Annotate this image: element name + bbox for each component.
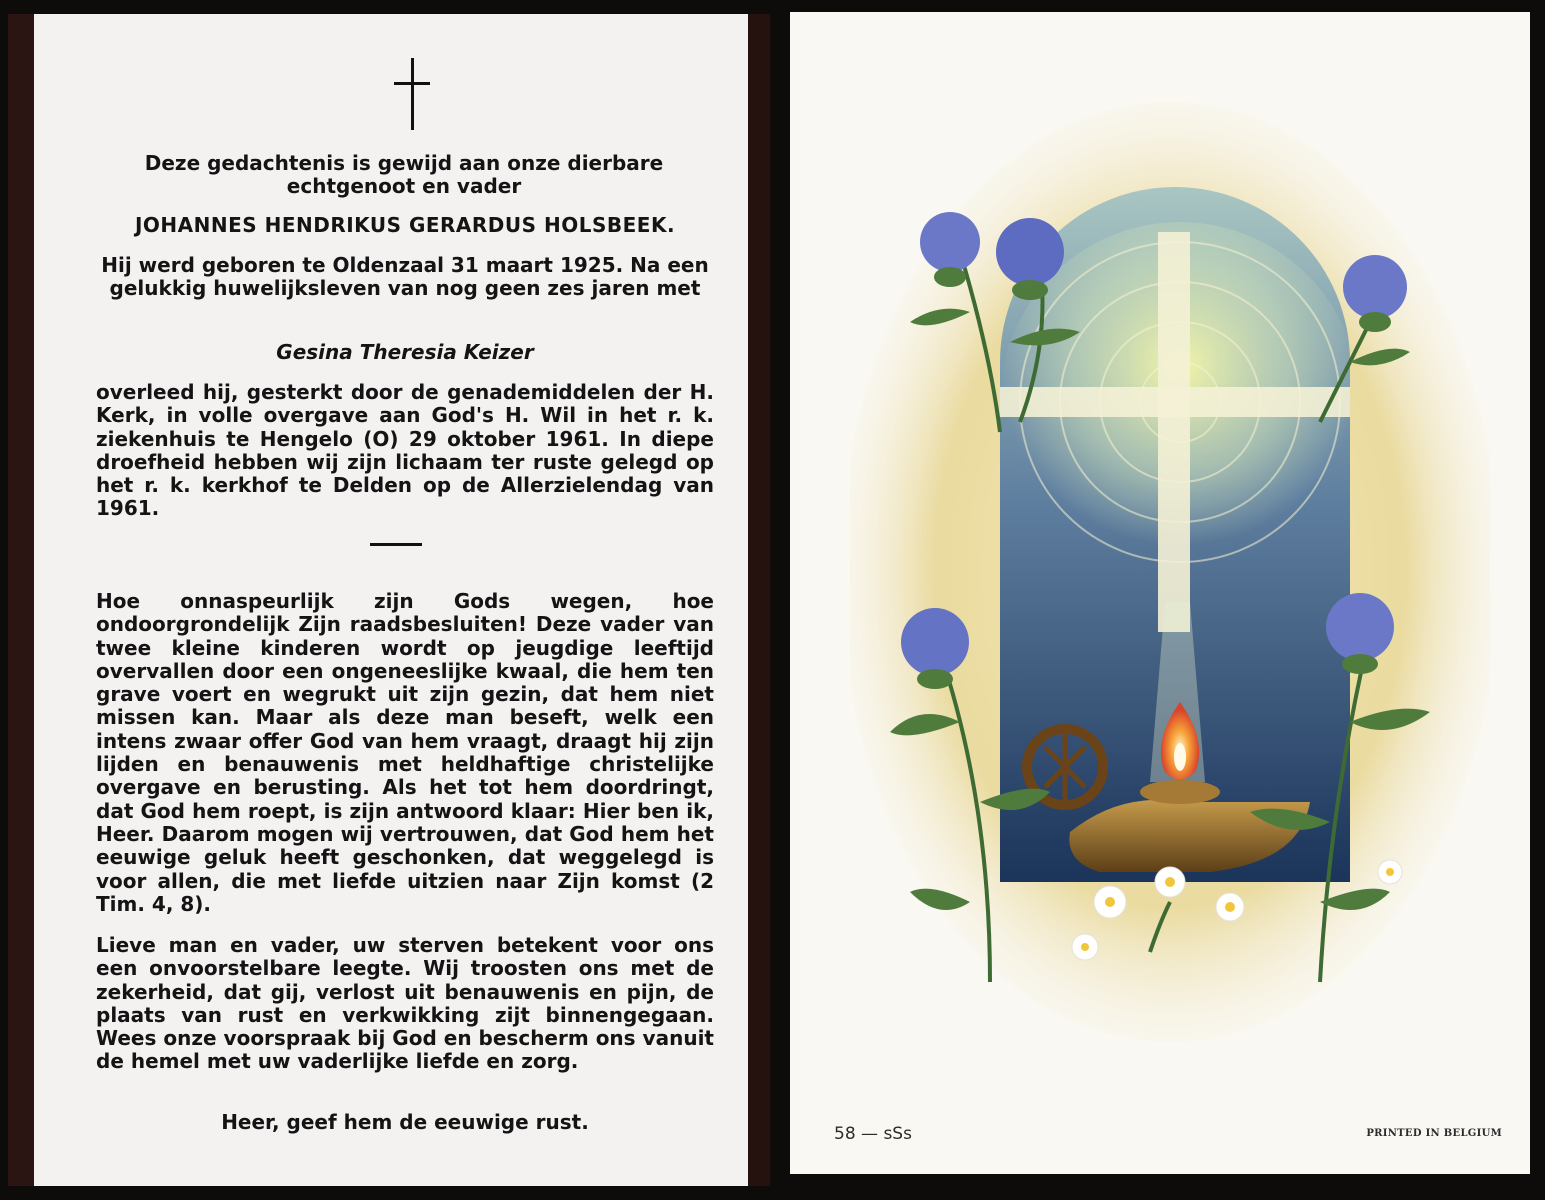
death-text: overleed hij, gesterkt door de genademiddelen der H. Kerk, in volle overgave aan God's H. Wil in het r. k. ziekenhuis te Hengelo (O) 29 oktober 1961. In diepe droefheid hebben wij zijn lichaam ter ruste gelegd op het r. k. kerkhof te Delden op de Allerzielendag van 1961. bbox=[96, 380, 714, 521]
birth-text: Hij werd geboren te Oldenzaal 31 maart 1925. Na een gelukkig huwelijksleven van nog geen zes jaren met bbox=[101, 253, 709, 301]
devotional-illustration bbox=[850, 102, 1490, 1042]
card-back bbox=[790, 12, 1530, 1174]
cross-icon bbox=[394, 58, 430, 130]
dedication-text: Deze gedachtenis is gewijd aan onze dierbare echtgenoot en vader bbox=[144, 151, 664, 199]
series-number: 58 — sSs bbox=[834, 1124, 912, 1144]
divider bbox=[370, 543, 422, 546]
deceased-name: JOHANNES HENDRIKUS GERARDUS HOLSBEEK. bbox=[134, 213, 676, 237]
printer-mark: PRINTED IN BELGIUM bbox=[1366, 1128, 1502, 1139]
meditation-text: Hoe onnaspeurlijk zijn Gods wegen, hoe ondoorgrondelijk Zijn raadsbesluiten! Deze vader van twee kleine kinderen wordt op jeugdige leeftijd overvallen door een ongeneeslijke kwaal, die hem ten grave voert en wegrukt uit zijn gezin, dat hem niet missen kan. Maar als deze man beseft, welk een intens zwaar offer God van hem vraagt, draagt hij zijn lijden en benauwenis met heldhaftige christelijke overgave en berusting. Als het tot hem doordringt, dat God hem roept, is zijn antwoord klaar: Hier ben ik, Heer. Daarom mogen wij vertrouwen, dat God hem het eeuwige geluk heeft geschonken, dat weggelegd is voor allen, die met liefde uitzien naar Zijn komst (2 Tim. 4, 8). bbox=[96, 589, 714, 916]
farewell-text: Lieve man en vader, uw sterven betekent voor ons een onvoorstelbare leegte. Wij troosten ons met de zekerheid, dat gij, verlost uit benauwenis en pijn, de plaats van rust en verkwikking zijt binnengegaan. Wees onze voorspraak bij God en bescherm ons vanuit de hemel met uw vaderlijke liefde en zorg. bbox=[96, 933, 714, 1074]
closing-prayer: Heer, geef hem de eeuwige rust. bbox=[221, 1110, 589, 1134]
card-front bbox=[8, 14, 770, 1186]
spouse-name: Gesina Theresia Keizer bbox=[276, 340, 534, 364]
